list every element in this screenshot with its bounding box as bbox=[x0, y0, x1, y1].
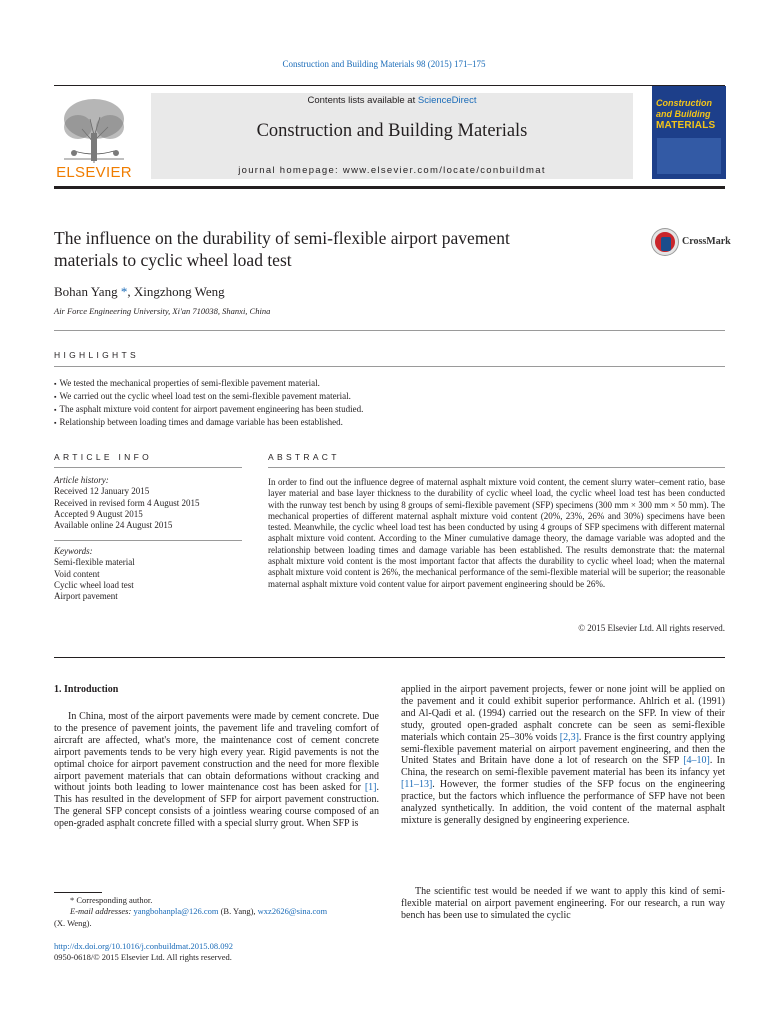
citation-link[interactable]: [11–13] bbox=[401, 779, 433, 791]
article-title-line1: The influence on the durability of semi-flexible airport pavement bbox=[54, 228, 510, 248]
crossmark-label: CrossMark bbox=[682, 236, 731, 247]
divider bbox=[268, 467, 725, 468]
cover-title-line1: Construction bbox=[656, 98, 712, 108]
paragraph-text: . In China, the research on semi-flexible pavement material has been its infancy yet bbox=[401, 755, 725, 779]
article-title-line2: materials to cyclic wheel load test bbox=[54, 250, 292, 270]
paragraph-text: . This has resulted in the development of SFP for airport pavement construction. The general SFP concept consists of a jointless wearing course composed of an open-graded asphalt concrete filled with a special slurry grout. When SFP is bbox=[54, 782, 379, 830]
doi-link[interactable]: http://dx.doi.org/10.1016/j.conbuildmat.2015.08.092 bbox=[54, 941, 234, 951]
keyword: Airport pavement bbox=[54, 591, 118, 602]
citation-link[interactable]: [4–10] bbox=[683, 755, 710, 767]
author-name: Bohan Yang bbox=[54, 284, 118, 299]
contents-availability bbox=[151, 95, 633, 106]
footnote bbox=[54, 895, 379, 929]
journal-title: Construction and Building Materials bbox=[256, 121, 528, 141]
keywords-label: Keywords: bbox=[54, 546, 93, 556]
keyword: Cyclic wheel load test bbox=[54, 579, 134, 590]
highlights-list bbox=[54, 377, 725, 429]
email-link[interactable]: yangbohanpla@126.com bbox=[133, 906, 219, 917]
divider bbox=[54, 330, 725, 331]
corresponding-author-note: * Corresponding author. bbox=[70, 895, 153, 905]
cover-title bbox=[656, 98, 724, 131]
email-label: E-mail addresses: bbox=[70, 906, 134, 917]
history-item: Available online 24 August 2015 bbox=[54, 520, 173, 531]
issn-copyright: 0950-0618/© 2015 Elsevier Ltd. All rights reserved. bbox=[54, 952, 232, 962]
elsevier-logo-text: ELSEVIER bbox=[56, 164, 132, 181]
body-divider bbox=[54, 657, 725, 658]
divider bbox=[54, 467, 242, 468]
affiliation: Air Force Engineering University, Xi'an 710038, Shanxi, China bbox=[54, 306, 271, 316]
corresponding-author-marker[interactable]: * bbox=[117, 284, 128, 299]
highlight-item: ▪ We carried out the cyclic wheel load test on the semi-flexible pavement material. bbox=[54, 390, 725, 403]
keyword: Void content bbox=[54, 568, 100, 579]
email-link[interactable]: wxz2626@sina.com bbox=[257, 906, 328, 917]
footnote-divider bbox=[54, 892, 102, 893]
email-owner: (B. Yang), bbox=[218, 906, 258, 917]
abstract-copyright: © 2015 Elsevier Ltd. All rights reserved. bbox=[578, 623, 725, 633]
email-owner: (X. Weng). bbox=[54, 917, 92, 928]
history-item: Accepted 9 August 2015 bbox=[54, 508, 143, 519]
paragraph-text: . However, the former studies of the SFP focus on the engineering practice, but the factors which influence the performance of SFP have not been analyzed synthetically. In addition, the void content of the maternal asphalt mixture is generally designed by engineering experience. bbox=[401, 779, 725, 826]
history-item: Received 12 January 2015 bbox=[54, 486, 150, 497]
journal-reference-link[interactable]: Construction and Building Materials 98 (2015) 171–175 bbox=[282, 59, 486, 69]
article-history bbox=[54, 475, 242, 531]
highlight-item: ▪ Relationship between loading times and damage variable has been established. bbox=[54, 416, 725, 429]
highlights-heading: HIGHLIGHTS bbox=[54, 350, 139, 360]
highlight-item: ▪ We tested the mechanical properties of semi-flexible pavement material. bbox=[54, 377, 725, 390]
cover-title-line3: MATERIALS bbox=[656, 120, 716, 131]
body-paragraph bbox=[54, 711, 379, 830]
journal-homepage[interactable]: journal homepage: www.elsevier.com/locate/conbuildmat bbox=[238, 165, 546, 176]
abstract-text: In order to find out the influence degree of maternal asphalt mixture void content, the cement slurry water–cement ratio, base layer material and base layer thickness to the durability of cyclic wheel load, the cyclic wheel load test has been conducted with the runway test bench by using 8 groups of semi-flexible pavement (SFP) specimens (300 mm × 300 mm × 50 mm). The mechanical properties of different maternal asphalt mixture void content (20%, 23%, 26% and 30%) specimens have been tested. Meanwhile, the cyclic wheel load test has been conducted by using 4 groups of SFP specimens with different maternal asphalt mixture void content. According to the Miner cumulative damage theory, the damage variable was adopted and the relationship between loading times and damage variable has been established. The results demonstrate that: the maternal asphalt mixture void content is the most important factor that affects the durability to cyclic wheel load; when the maternal asphalt mixture void content is 26%, the mechanical performance of the semi-flexible material will be superior; the reasonable maternal asphalt mixture void content value for airport pavement engineering should be 26%. bbox=[268, 477, 725, 589]
keyword: Semi-flexible material bbox=[54, 557, 135, 568]
citation-link[interactable]: [1] bbox=[364, 782, 377, 794]
paragraph-text: In China, most of the airport pavements were made by cement concrete. Due to the presence of pavement joints, the pavement life and traveling comfort of aircraft are affected, what's more, the maintenance cost of cement concrete airport pavements tends to be very high every year. Rigid pavements is not the optimal choice for airport pavement construction and the need for more flexible airport pavement materials that can obtain deformations without cracking and without joints both leading to lower maintenance cost has been asked for bbox=[54, 711, 379, 794]
citation-link[interactable]: [2,3] bbox=[559, 731, 579, 743]
divider bbox=[54, 366, 725, 367]
author-name: , Xingzhong Weng bbox=[127, 284, 225, 299]
author-list bbox=[54, 284, 225, 300]
cover-decoration bbox=[657, 138, 721, 174]
highlight-item: ▪ The asphalt mixture void content for airport pavement engineering has been studied. bbox=[54, 403, 725, 416]
sciencedirect-link[interactable]: ScienceDirect bbox=[417, 95, 477, 106]
body-paragraph bbox=[401, 684, 725, 827]
divider bbox=[54, 540, 242, 541]
paragraph-text: . France is the first country applying semi-flexible pavement material on airport pavement engineering, and then the United States and Britain have done a lot of research on the SFP bbox=[401, 731, 725, 767]
abstract-heading: ABSTRACT bbox=[268, 452, 340, 462]
paragraph-text: applied in the airport pavement projects, fewer or none joint will be applied on the pavement and it could exhibit superior performance. Ahlrich et al. (1991) and Al-Qadi et al. (1994) carried out the research on the SFP. In view of their study, grouted open-graded asphalt concrete can be seen as semi-flexible materials which contain 25–30% voids bbox=[401, 684, 725, 743]
keywords bbox=[54, 546, 242, 602]
crossmark-button[interactable] bbox=[652, 229, 730, 257]
contents-prefix: Contents lists available at bbox=[307, 95, 418, 106]
article-title bbox=[54, 227, 614, 271]
section-heading-introduction: 1. Introduction bbox=[54, 684, 119, 695]
cover-title-line2: and Building bbox=[656, 109, 711, 119]
history-label: Article history: bbox=[54, 475, 109, 485]
header-divider bbox=[54, 85, 725, 86]
body-paragraph: The scientific test would be needed if we want to apply this kind of semi-flexible material on airport pavement engineering. For our research, a run way bench has been use to simulated the cyclic bbox=[401, 886, 725, 921]
article-info-heading: ARTICLE INFO bbox=[54, 452, 153, 462]
email-addresses bbox=[54, 906, 379, 917]
history-item: Received in revised form 4 August 2015 bbox=[54, 497, 200, 508]
journal-cover-image bbox=[652, 86, 726, 179]
header-thick-divider bbox=[54, 186, 725, 189]
crossmark-icon bbox=[652, 229, 678, 255]
